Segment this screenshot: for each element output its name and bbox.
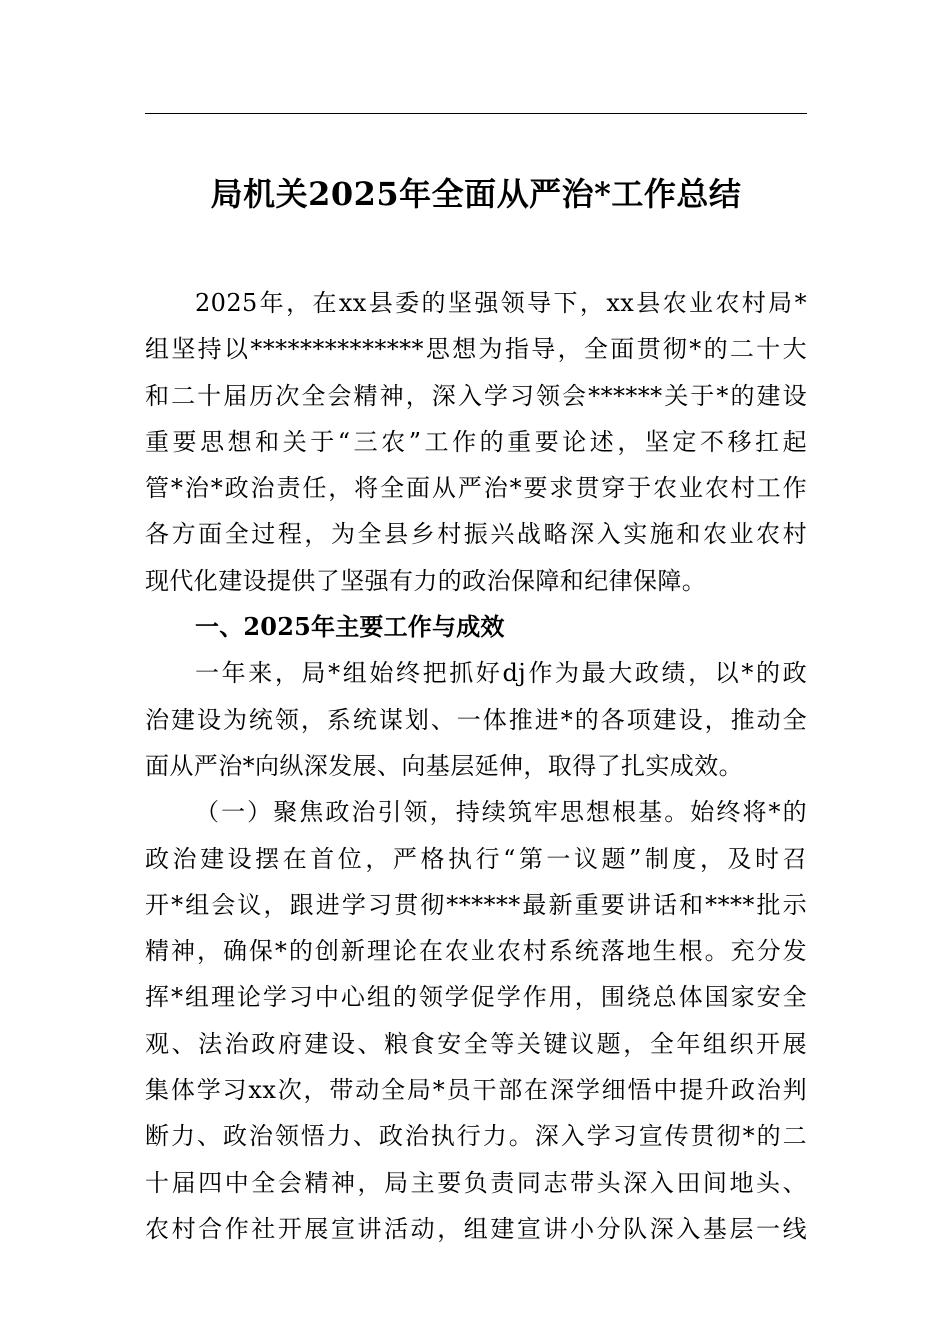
section-heading: 一、2025年主要工作与成效: [195, 612, 505, 642]
paragraph-line: 精神，确保*的创新理论在农业农村系统落地生根。充分发: [145, 937, 807, 966]
paragraph-line: 断力、政治领悟力、政治执行力。深入学习宣传贯彻*的二: [145, 1122, 807, 1151]
document-title: 局机关2025年全面从严治*工作总结: [210, 175, 742, 213]
header-rule: [145, 113, 807, 114]
paragraph-line: 管*治*政治责任，将全面从严治*要求贯穿于农业农村工作: [145, 474, 807, 503]
paragraph-line: 2025年，在xx县委的坚强领导下，xx县农业农村局*: [195, 289, 807, 317]
paragraph-line: 和二十届历次全会精神，深入学习领会******关于*的建设: [145, 381, 807, 410]
paragraph-line: 一年来，局*组始终把抓好dj作为最大政绩，以*的政: [195, 659, 807, 688]
paragraph-line: 十届四中全会精神，局主要负责同志带头深入田间地头、: [145, 1168, 807, 1197]
paragraph-line: 政治建设摆在首位，严格执行“第一议题”制度，及时召: [145, 844, 807, 873]
paragraph-line: 挥*组理论学习中心组的领学促学作用，围绕总体国家安全: [145, 983, 807, 1012]
paragraph-line: 观、法治政府建设、粮食安全等关键议题，全年组织开展: [145, 1029, 807, 1058]
paragraph-line: 重要思想和关于“三农”工作的重要论述，坚定不移扛起: [145, 427, 807, 456]
paragraph-line: 农村合作社开展宣讲活动，组建宣讲小分队深入基层一线: [145, 1214, 807, 1243]
paragraph-line: 各方面全过程，为全县乡村振兴战略深入实施和农业农村: [145, 520, 807, 549]
paragraph-line: 开*组会议，跟进学习贯彻******最新重要讲话和****批示: [145, 890, 807, 919]
paragraph-line: （一）聚焦政治引领，持续筑牢思想根基。始终将*的: [195, 798, 807, 827]
paragraph-line: 面从严治*向纵深发展、向基层延伸，取得了扎实成效。: [145, 751, 743, 780]
document-body: [145, 280, 807, 1252]
paragraph-line: 现代化建设提供了坚强有力的政治保障和纪律保障。: [145, 566, 707, 595]
paragraph-line: 治建设为统领，系统谋划、一体推进*的各项建设，推动全: [145, 705, 807, 734]
paragraph-line: 组坚持以**************思想为指导，全面贯彻*的二十大: [145, 335, 807, 364]
paragraph-line: 集体学习xx次，带动全局*员干部在深学细悟中提升政治判: [145, 1076, 807, 1105]
